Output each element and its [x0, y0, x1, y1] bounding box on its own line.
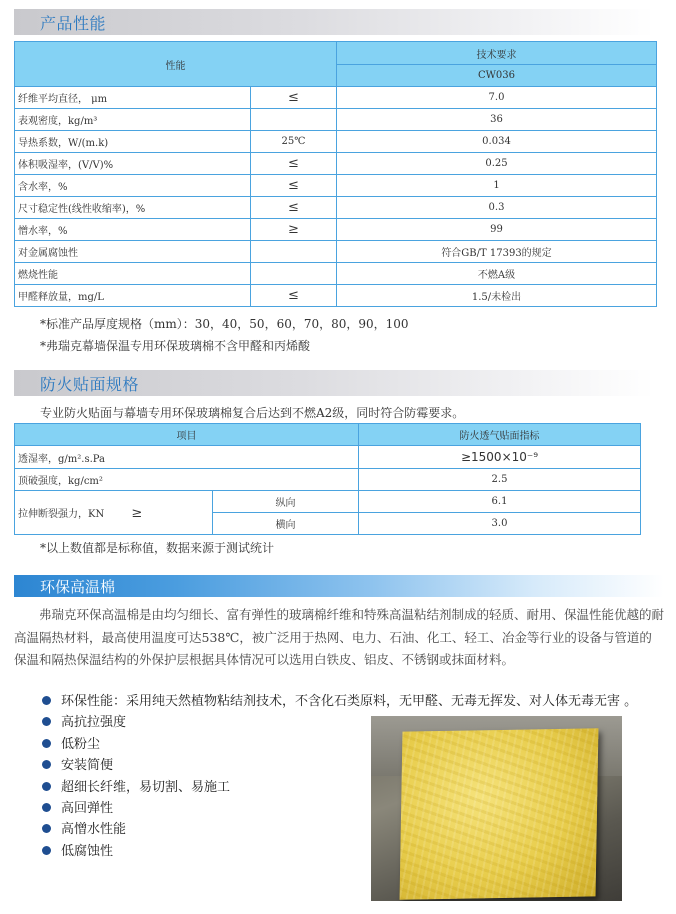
bullet-dot-icon: [42, 846, 51, 855]
row-direction: 横向: [213, 513, 359, 535]
note-thickness: *标准产品厚度规格（mm）：30，40，50，60，70，80，90，100: [40, 317, 409, 331]
table-row: [15, 469, 641, 491]
row-value: 不燃A级: [337, 263, 657, 285]
table-row: [15, 87, 657, 109]
row-symbol: ≥: [251, 219, 337, 241]
bullet-dot-icon: [42, 760, 51, 769]
glass-wool-board-photo: [371, 716, 622, 901]
row-value: ≥1500×10⁻⁹: [359, 446, 641, 469]
table-row: [15, 241, 657, 263]
header-index: 防火透气贴面指标: [359, 424, 641, 446]
row-name: 甲醛释放量，mg/L: [15, 285, 251, 307]
table-row: [15, 109, 657, 131]
list-item: 高憎水性能: [42, 819, 637, 840]
row-name: 透湿率，g/m².s.Pa: [15, 446, 359, 469]
row-symbol: 25℃: [251, 131, 337, 153]
high-temp-wool-description: 弗瑞克环保高温棉是由均匀细长、富有弹性的玻璃棉纤维和特殊高温粘结剂制成的轻质、耐用、保温性能优越的耐高温隔热材料，最高使用温度可达538℃，被广泛用于热网、电力、石油、化工、轻工、冶金等行业的设备与管道的保温和隔热保温结构的外保护层根据具体情况可以选用白铁皮、铝皮、不锈钢或抹面材料。: [14, 607, 665, 667]
list-item: 低粉尘: [42, 734, 637, 755]
row-symbol: ≤: [251, 197, 337, 219]
row-name: 顶破强度，kg/cm²: [15, 469, 359, 491]
table-row: [15, 219, 657, 241]
row-value: 符合GB/T 17393的规定: [337, 241, 657, 263]
table-row: [15, 197, 657, 219]
bullet-dot-icon: [42, 717, 51, 726]
bullet-dot-icon: [42, 824, 51, 833]
list-item: 超细长纤维，易切割、易施工: [42, 777, 637, 798]
section-header-high-temp-wool: [14, 575, 664, 597]
row-value: 36: [337, 109, 657, 131]
fire-facing-intro: 专业防火贴面与幕墙专用环保玻璃棉复合后达到不燃A2级，同时符合防霉要求。: [40, 406, 465, 420]
row-name: 表观密度，kg/m³: [15, 109, 251, 131]
table-row: [15, 131, 657, 153]
row-symbol: ≤: [251, 175, 337, 197]
row-name: [15, 491, 213, 535]
row-symbol: ≥: [131, 505, 143, 521]
row-value: 0.25: [337, 153, 657, 175]
header-item: 项目: [15, 424, 359, 446]
list-item: 环保性能：采用纯天然植物粘结剂技术，不含化石类原料，无甲醛、无毒无挥发、对人体无毒无害 。: [42, 691, 637, 712]
bullet-dot-icon: [42, 696, 51, 705]
note-formaldehyde: *弗瑞克幕墙保温专用环保玻璃棉不含甲醛和丙烯酸: [40, 339, 311, 353]
row-value: 3.0: [359, 513, 641, 535]
header-requirement: 技术要求: [337, 42, 657, 65]
bullet-dot-icon: [42, 739, 51, 748]
section-title: 产品性能: [40, 14, 107, 33]
row-name: 对金属腐蚀性: [15, 241, 251, 263]
glass-wool-board: [400, 728, 599, 899]
list-item: 低腐蚀性: [42, 841, 637, 862]
table-row: [15, 285, 657, 307]
row-value: 1.5/未检出: [337, 285, 657, 307]
row-symbol: ≤: [251, 87, 337, 109]
row-value: 2.5: [359, 469, 641, 491]
table-row: [15, 263, 657, 285]
row-name: 体积吸湿率，(V/V)%: [15, 153, 251, 175]
row-label: 拉伸断裂强力，KN: [18, 508, 105, 520]
section-header-fire-facing: [14, 370, 654, 396]
table-row: [15, 153, 657, 175]
header-property: 性能: [15, 42, 337, 87]
bullet-dot-icon: [42, 803, 51, 812]
row-direction: 纵向: [213, 491, 359, 513]
row-name: 含水率，%: [15, 175, 251, 197]
section-header-product-performance: [14, 9, 654, 35]
table-row: [15, 446, 641, 469]
list-item: 高抗拉强度: [42, 712, 637, 733]
row-value: 0.3: [337, 197, 657, 219]
row-value: 99: [337, 219, 657, 241]
table-row: [15, 175, 657, 197]
bullet-dot-icon: [42, 782, 51, 791]
fire-facing-table: [14, 423, 641, 535]
row-name: 燃烧性能: [15, 263, 251, 285]
row-symbol: [251, 109, 337, 131]
row-value: 7.0: [337, 87, 657, 109]
list-item: 安装简便: [42, 755, 637, 776]
row-symbol: [251, 263, 337, 285]
list-item: 高回弹性: [42, 798, 637, 819]
row-symbol: [251, 241, 337, 263]
table-row: [15, 491, 641, 513]
row-name: 憎水率，%: [15, 219, 251, 241]
note-nominal-values: *以上数值都是标称值，数据来源于测试统计: [40, 541, 275, 555]
row-name: 纤维平均直径， μm: [15, 87, 251, 109]
row-symbol: ≤: [251, 285, 337, 307]
row-symbol: ≤: [251, 153, 337, 175]
row-value: 0.034: [337, 131, 657, 153]
row-value: 1: [337, 175, 657, 197]
performance-table: [14, 41, 657, 307]
row-value: 6.1: [359, 491, 641, 513]
row-name: 尺寸稳定性(线性收缩率)，%: [15, 197, 251, 219]
header-model: CW036: [337, 65, 657, 87]
row-name: 导热系数，W/(m.k): [15, 131, 251, 153]
section-title: 环保高温棉: [40, 578, 116, 596]
section-title: 防火贴面规格: [40, 375, 140, 394]
